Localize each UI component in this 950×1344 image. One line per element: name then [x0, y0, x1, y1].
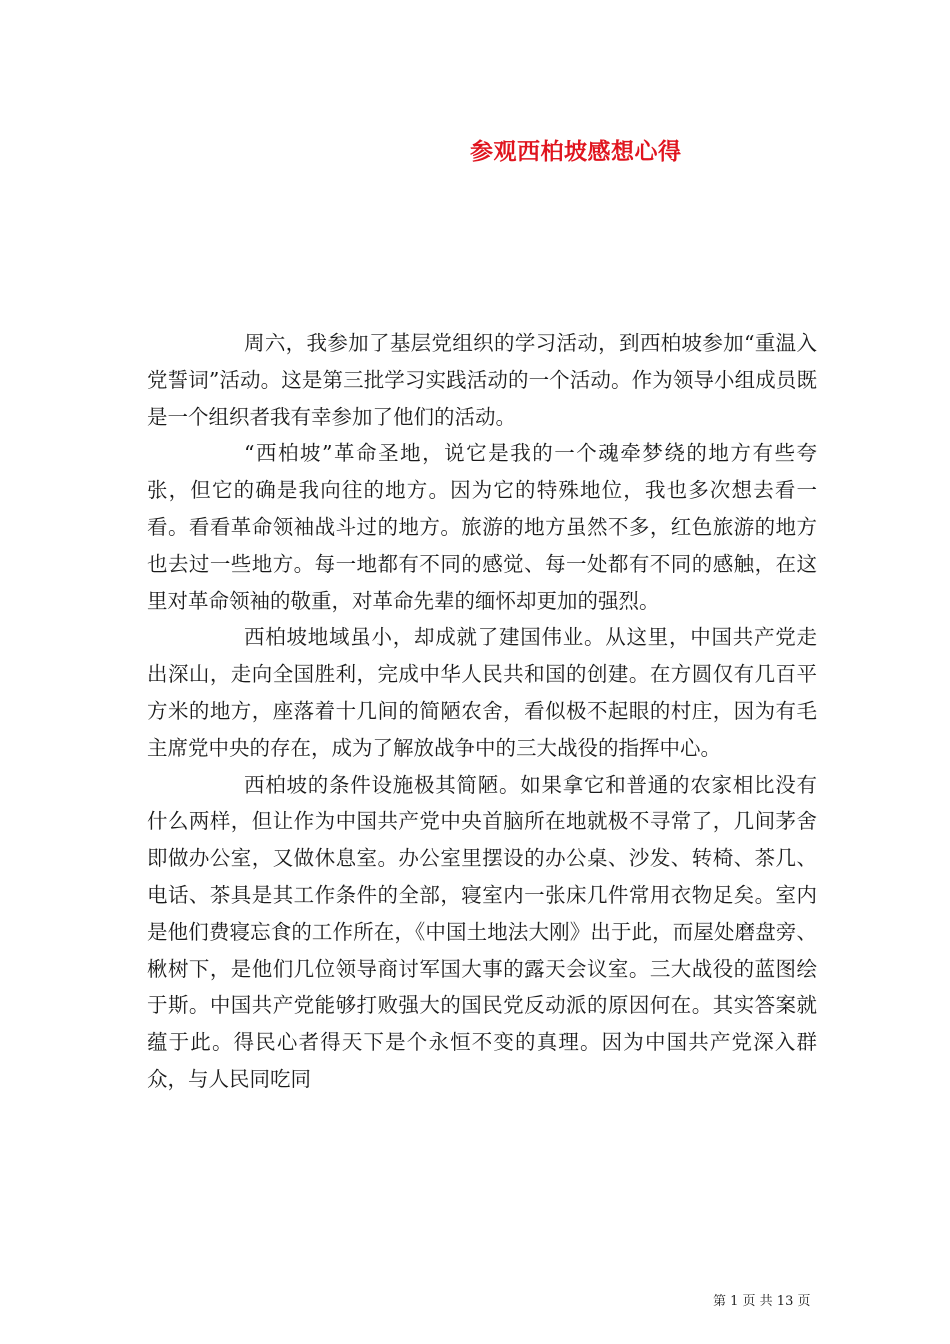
paragraph-3: 西柏坡地域虽小，却成就了建国伟业。从这里，中国共产党走出深山，走向全国胜利，完成中华人民共和国的创建。在方圆仅有几百平方米的地方，座落着十几间的简陋农舍，看似极不起眼的村庄，因为有毛主席党中央的存在，成为了解放战争中的三大战役的指挥中心。 — [147, 625, 817, 760]
page-number: 第 1 页 共 13 页 — [713, 1294, 811, 1309]
document-title: 参观西柏坡感想心得 — [470, 138, 682, 165]
paragraph-2: “西柏坡”革命圣地，说它是我的一个魂牵梦绕的地方有些夸张，但它的确是我向往的地方。因为它的特殊地位，我也多次想去看一看。看看革命领袖战斗过的地方。旅游的地方虽然不多，红色旅游的地方也去过一些地方。每一地都有不同的感觉、每一处都有不同的感触，在这里对革命领袖的敬重，对革命先辈的缅怀却更加的强烈。 — [147, 441, 817, 613]
paragraph-4: 西柏坡的条件设施极其简陋。如果拿它和普通的农家相比没有什么两样，但让作为中国共产党中央首脑所在地就极不寻常了，几间茅舍即做办公室，又做休息室。办公室里摆设的办公桌、沙发、转椅、茶几、电话、茶具是其工作条件的全部，寝室内一张床几件常用衣物足矣。室内是他们费寝忘食的工作所在，《中国土地法大刚》出于此，而屋处磨盘旁、楸树下，是他们几位领导商讨军国大事的露天会议室。三大战役的蓝图绘于斯。中国共产党能够打败强大的国民党反动派的原因何在。其实答案就蕴于此。得民心者得天下是个永恒不变的真理。因为中国共产党深入群众，与人民同吃同 — [147, 772, 817, 1091]
paragraph-1: 周六，我参加了基层党组织的学习活动，到西柏坡参加“重温入党誓词”活动。这是第三批学习实践活动的一个活动。作为领导小组成员既是一个组织者我有幸参加了他们的活动。 — [147, 331, 817, 429]
document-body — [147, 325, 817, 1098]
